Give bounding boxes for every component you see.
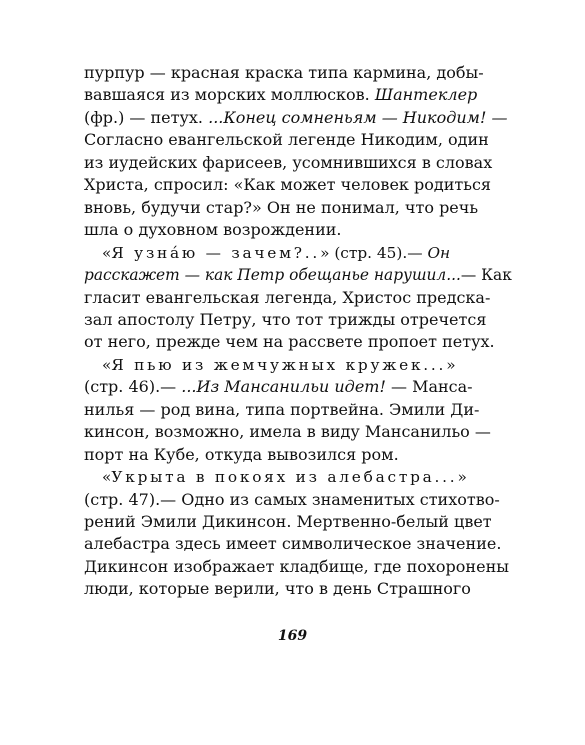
italic-text: Шантеклер <box>374 85 478 105</box>
text-span: рений Эмили Дикинсон. Мертвенно-белый цвет <box>84 512 492 531</box>
italic-text: Он <box>427 243 451 262</box>
text-span: « <box>102 468 112 487</box>
text-span: вавшаяся из морских моллюсков. <box>84 85 375 105</box>
text-line <box>84 377 512 397</box>
text-line <box>84 85 512 105</box>
spaced-text: Я пью из жемчужных кружек... <box>111 355 447 374</box>
text-span: гласит евангельская легенда, Христос предска- <box>84 287 491 307</box>
text-span: зал апостолу Петру, что тот трижды отречется <box>84 309 487 329</box>
text-span: (фр.) — петух. <box>84 107 209 127</box>
text-span: (стр. 47).— Одно из самых знаменитых стихотво- <box>84 489 500 509</box>
text-line <box>84 490 512 510</box>
text-span: « <box>102 355 112 374</box>
spaced-text: Укрыта в покоях из алебастра... <box>111 468 458 487</box>
text-span: люди, которые верили, что в день Страшного <box>84 579 471 599</box>
text-line <box>84 332 512 352</box>
text-line <box>84 108 512 128</box>
page-number: 169 <box>277 628 308 644</box>
text-span: нилья — род вина, типа портвейна. Эмили Ди- <box>84 399 480 419</box>
text-line <box>84 175 512 195</box>
text-line <box>84 130 512 150</box>
text-line <box>84 310 512 330</box>
text-line <box>84 288 512 308</box>
text-span: » <box>446 355 456 374</box>
text-line <box>84 220 512 240</box>
text-span: кинсон, возможно, имела в виду Мансанильо — <box>84 422 491 442</box>
italic-text: ...Из Мансанильи идет! <box>181 377 386 397</box>
text-line <box>84 422 512 442</box>
italic-text: расскажет — как Петр обещанье нарушил... <box>84 266 461 285</box>
text-span: (стр. 46).— <box>84 377 182 397</box>
text-line <box>84 198 512 218</box>
text-span: — Как <box>460 266 512 285</box>
text-span: Христа, спросил: «Как может человек родиться <box>84 175 491 195</box>
text-span: » <box>457 468 467 487</box>
text-line <box>84 400 512 420</box>
text-line <box>84 557 512 577</box>
text-line <box>84 534 512 554</box>
text-span: вновь, будучи стар?» Он не понимал, что речь <box>84 197 479 217</box>
text-span: алебастра здесь имеет символическое значение. <box>84 534 502 554</box>
text-line <box>84 445 512 465</box>
text-span: Дикинсон изображает кладбище, где похоронены <box>84 556 509 576</box>
italic-text: ...Конец сомненьям — Никодим! — <box>208 107 508 127</box>
text-span: — Манса- <box>385 377 473 397</box>
text-span: из иудейских фарисеев, усомнившихся в словах <box>84 152 493 172</box>
text-line <box>84 512 512 532</box>
text-line <box>84 579 512 599</box>
text-span: шла о духовном возрождении. <box>84 220 342 240</box>
text-span: от него, прежде чем на рассвете пропоет петух. <box>84 332 495 352</box>
text-line <box>84 63 512 83</box>
text-span: пурпур — красная краска типа кармина, добы- <box>84 63 484 82</box>
text-line <box>102 355 530 375</box>
text-line <box>102 467 530 487</box>
text-line <box>102 243 530 263</box>
text-span: порт на Кубе, откуда вывозился ром. <box>84 444 399 464</box>
text-line <box>84 265 512 285</box>
text-line <box>84 153 512 173</box>
text-span: Согласно евангельской легенде Никодим, один <box>84 130 489 150</box>
spaced-text: Я узна́ю — зачем?.. <box>111 243 321 262</box>
text-span: » (стр. 45).— <box>320 243 428 262</box>
text-span: « <box>102 243 112 262</box>
